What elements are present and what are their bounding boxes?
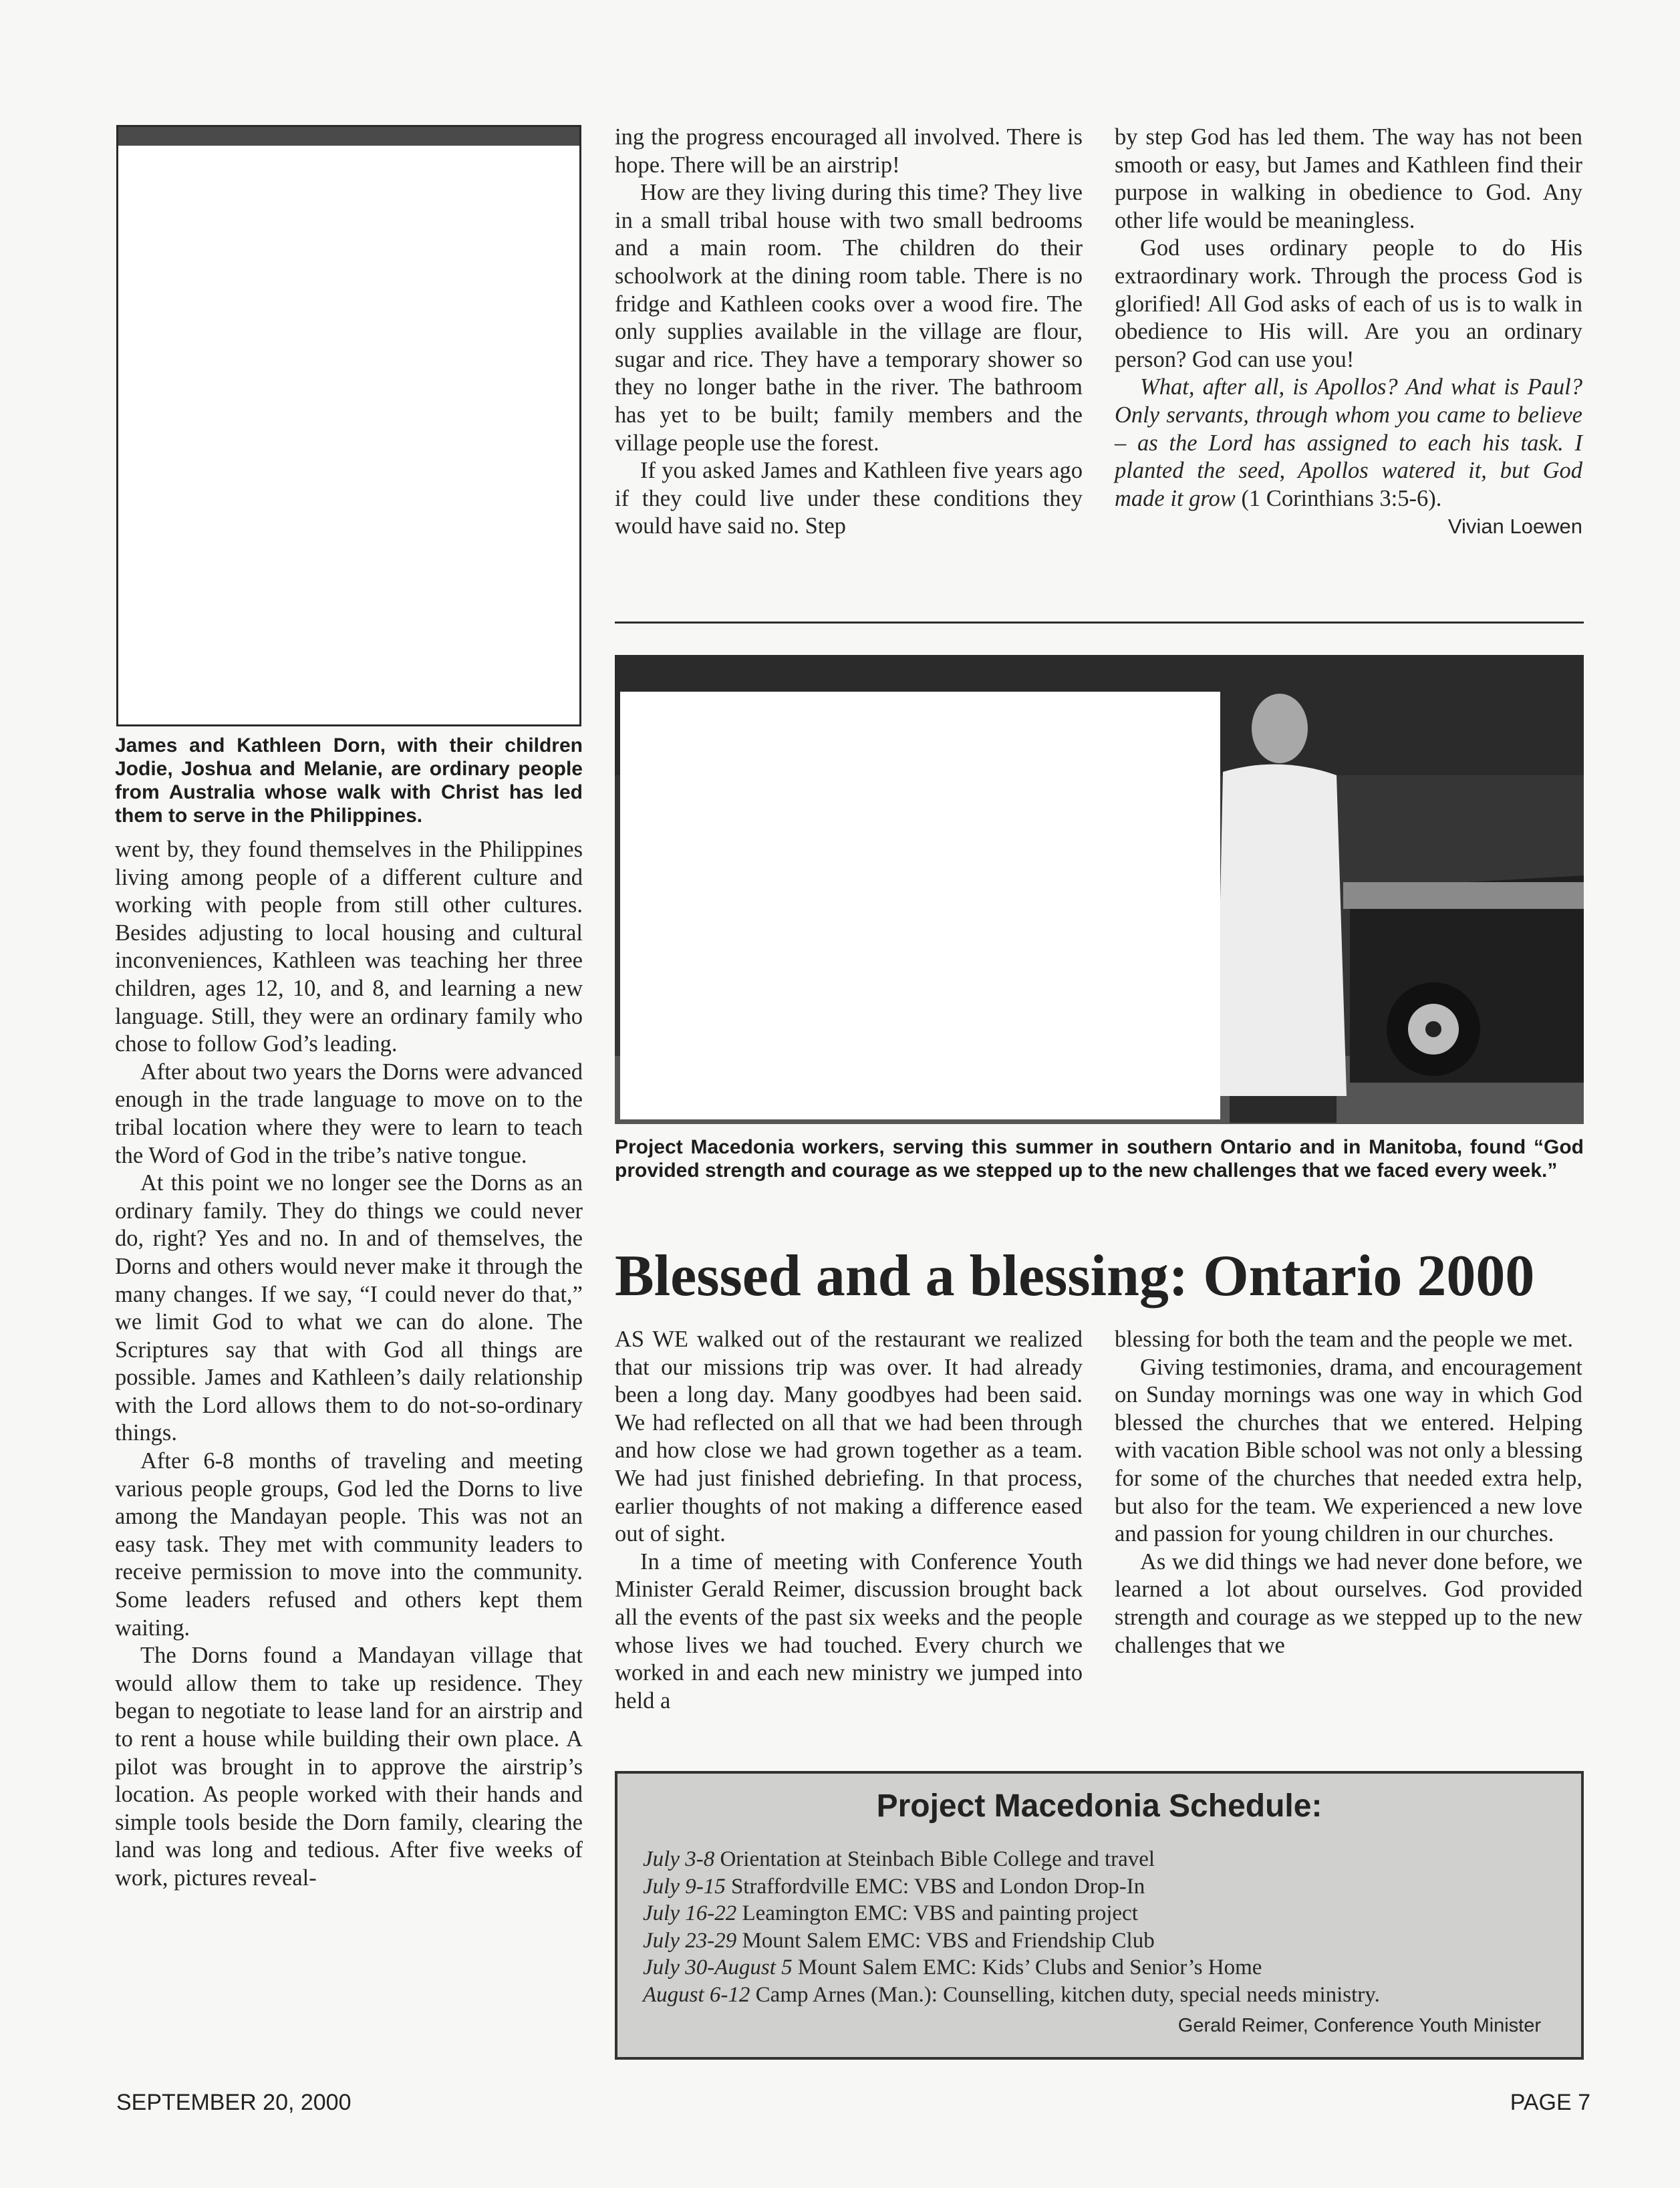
footer-page-number: PAGE 7 [1510,2090,1590,2115]
quote-text: What, after all, is Apollos? And what is Paul? Only servants, through whom you came to believe – as the Lord has assigned to each his task. I planted the seed, Apollos watered it, but God made it grow [1115,374,1582,511]
schedule-date: July 16-22 [643,1901,737,1925]
ontario-column-1 [615,1326,1083,1715]
photo-top-strip [118,127,579,146]
schedule-item [643,1846,1581,1873]
schedule-signature: Gerald Reimer, Conference Youth Minister [1177,2015,1541,2036]
schedule-desc: Orientation at Steinbach Bible College and travel [720,1847,1155,1871]
project-macedonia-photo [615,655,1584,1124]
byline: Vivian Loewen [1447,515,1582,539]
photo-blank-area [620,692,1220,1119]
schedule-box [615,1771,1584,2060]
dorn-family-photo [116,125,581,726]
schedule-desc: Straffordville EMC: VBS and London Drop-In [730,1874,1145,1899]
paragraph: As we did things we had never done before, we learned a lot about ourselves. God provided strength and courage as we stepped up to the new challenges that we [1115,1548,1582,1658]
paragraph: ing the progress encouraged all involved. There is hope. There will be an airstrip! [615,124,1083,178]
paragraph: How are they living during this time? They live in a small tribal house with two small bedrooms and a main room. The children do their schoolwork at the dining room table. There is no fridge and Kathleen cooks over a wood fire. The only supplies available in the village are flour, sugar and rice. They have a temporary shower so they no longer bathe in the river. The bathroom has yet to be built; family members and the village people use the forest. [615,180,1083,456]
paragraph: After 6-8 months of traveling and meeting various people groups, God led the Dorns to live among the Mandayan people. This was not an easy task. They met with community leaders to receive permission to move into the community. Some leaders refused and others kept them waiting. [115,1448,583,1641]
schedule-desc: Mount Salem EMC: Kids’ Clubs and Senior’s Home [797,1955,1262,1979]
paragraph: In a time of meeting with Conference Youth Minister Gerald Reimer, discussion brought back all the events of the past six weeks and the people whose lives we had touched. Every church we worked in and each new ministry we jumped into held a [615,1548,1083,1714]
left-column-text [115,836,583,1893]
quote-reference: (1 Corinthians 3:5-6). [1241,485,1442,511]
schedule-item [643,1900,1581,1927]
scripture-quote [1115,374,1582,513]
schedule-desc: Leamington EMC: VBS and painting project [742,1901,1138,1925]
footer-date: SEPTEMBER 20, 2000 [116,2090,352,2115]
paragraph: AS WE walked out of the restaurant we realized that our missions trip was over. It had already been a long day. Many goodbyes had been said. We had reflected on all that we had been through and how close we had grown together as a team. We had just finished debriefing. In that process, earlier thoughts of not making a difference eased out of sight. [615,1327,1083,1547]
schedule-date: July 30-August 5 [643,1955,793,1979]
paragraph: After about two years the Dorns were advanced enough in the trade language to move on to the tribal location where they were to learn to teach the Word of God in the tribe’s native tongue. [115,1059,583,1168]
schedule-date: August 6-12 [643,1982,750,2007]
schedule-item [643,1927,1581,1955]
schedule-date: July 23-29 [643,1928,737,1953]
schedule-item [643,1873,1581,1901]
article-headline: Blessed and a blessing: Ontario 2000 [615,1244,1535,1309]
schedule-title: Project Macedonia Schedule: [876,1788,1322,1824]
dorn-photo-caption: James and Kathleen Dorn, with their children Jodie, Joshua and Melanie, are ordinary people from Australia whose walk with Christ has led them to serve in the Philippines. [115,734,583,827]
ontario-column-2 [1115,1326,1582,1659]
section-divider [615,622,1584,624]
paragraph: blessing for both the team and the people we met. [1115,1327,1573,1352]
schedule-item [643,1981,1581,2009]
schedule-desc: Camp Arnes (Man.): Counselling, kitchen duty, special needs ministry. [755,1982,1380,2007]
schedule-item [643,1954,1581,1981]
paragraph: Giving testimonies, drama, and encouragement on Sunday mornings was one way in which God blessed the churches that we entered. Helping with vacation Bible school was not only a blessing for some of the churches that needed extra help, but also for the team. We experienced a new love and passion for young children in our churches. [1115,1354,1582,1547]
right-column-text [1115,124,1582,541]
paragraph: The Dorns found a Mandayan village that would allow them to take up residence. They began to negotiate to lease land for an airstrip and to rent a house while building their own place. A pilot was brought in to approve the airstrip’s location. As people worked with their hands and simple tools beside the Dorn family, clearing the land was long and tedious. After five weeks of work, pictures reveal- [115,1643,583,1891]
paragraph: by step God has led them. The way has not been smooth or easy, but James and Kathleen find their purpose in walking in obedience to God. Any other life would be meaningless. [1115,124,1582,233]
paragraph: God uses ordinary people to do His extraordinary work. Through the process God is glorified! All God asks of each of us is to walk in obedience to His will. Are you an ordinary person? God can use you! [1115,235,1582,372]
schedule-list [643,1846,1581,2008]
schedule-desc: Mount Salem EMC: VBS and Friendship Club [742,1928,1155,1953]
schedule-date: July 3-8 [643,1847,715,1871]
paragraph: If you asked James and Kathleen five years ago if they could live under these conditions they would have said no. Step [615,458,1083,539]
paragraph: went by, they found themselves in the Philippines living among people of a different culture and working with people from still other cultures. Besides adjusting to local housing and cultural inconveniences, Kathleen was teaching her three children, ages 12, 10, and 8, and learning a new language. Still, they were an ordinary family who chose to follow God’s leading. [115,837,583,1057]
middle-column-text [615,124,1083,541]
schedule-date: July 9-15 [643,1874,726,1899]
paragraph: At this point we no longer see the Dorns as an ordinary family. They do things we could never do, right? Yes and no. In and of themselves, the Dorns and others would never make it through the many changes. If we say, “I could never do that,” we limit God to what we can do alone. The Scriptures say that with God all things are possible. James and Kathleen’s daily relationship with the Lord allows them to do not-so-ordinary things. [115,1170,583,1446]
macedonia-photo-caption: Project Macedonia workers, serving this summer in southern Ontario and in Manitoba, found “God provided strength and courage as we stepped up to the new challenges that we faced every week.” [615,1136,1584,1182]
